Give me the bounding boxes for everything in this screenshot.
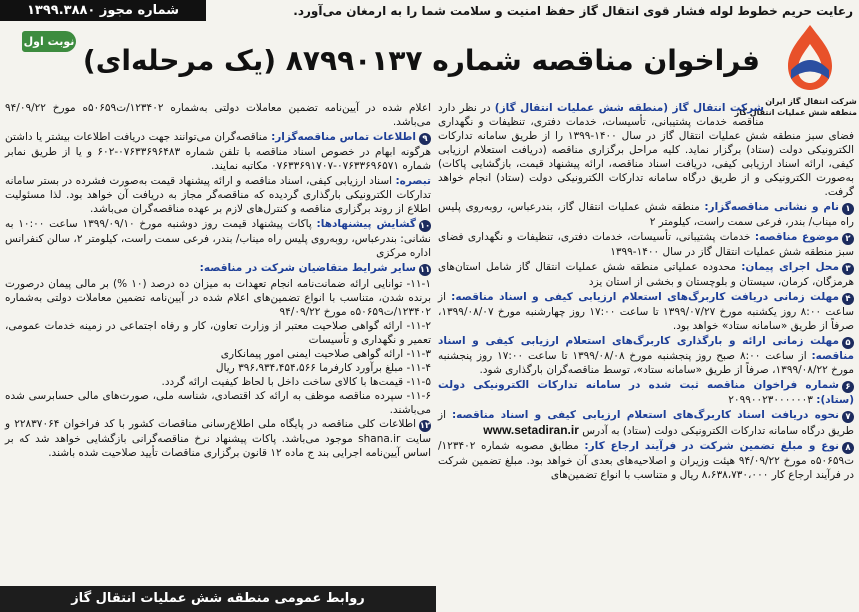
logo-spacer: [764, 101, 854, 129]
safety-slogan: رعایت حریم خطوط لوله فشار قوی انتقال گاز حفظ امنیت و سلامت شما را به ارمغان می‌آورد.: [293, 4, 853, 18]
item-4: [438, 290, 854, 333]
right-column: [438, 101, 854, 611]
condition-11-4: ۱۱-۴- مبلغ برآورد کارفرما ۳۹۶،۹۳۴،۴۵۴،۵۶۶ ریال: [215, 362, 431, 374]
item-8: [438, 439, 854, 482]
note-text: اسناد ارزیابی کیفی، اسناد مناقصه و ارائه پیشنهاد قیمت به‌صورت فشرده در بستر سامانه تدارکات الکترونیکی بارگذاری گردیده که مناقصه‌گر مجاز به دریافت آن خواهد بود. لذا مسئولیت اطلاع از روند برگزاری مناقصه و کنترل‌های لازم بر عهده مناقصه‌گران می‌باشد.: [5, 175, 431, 215]
item-number-badge: ۱: [842, 203, 854, 215]
item-text: مطابق مصوبه شماره ۱۲۳۴۰۲/ت۵۰۶۵۹ه مورخ ۹۴/۰۹/۲۲ هیئت وزیران و اصلاحیه‌های بعدی آن خواهد بود. مبلغ تضمین شرکت در فرآیند ارجاع کار ۸،۶۳۸،۷۳۰،۰۰۰ ریال و متناسب با انواع تضمین‌های: [438, 440, 854, 481]
item-number-badge: ۱۱: [419, 265, 431, 275]
item-2: [438, 230, 854, 259]
item-label: محل اجرای پیمان:: [741, 261, 840, 273]
item-text: خدمات پشتیبانی، تأسیسات، خدمات دفتری، تنظیفات و نگهداری فضای سبز منطقه شش عملیات انتقال گاز در سال ۱۴۰۰-۱۳۹۹: [438, 231, 854, 258]
intro-text: در نظر دارد مناقصه خدمات پشتیبانی، تأسیسات، خدمات دفتری، تنظیفات و نگهداری فضای سبز منطقه شش عملیات انتقال گاز در سال ۱۴۰۰-۱۳۹۹ را از طریق سامانه تدارکات الکترونیکی دولت (ستاد) برگزار نماید. کلیه مراحل برگزاری مناقصه (دریافت استعلام ارزیابی کیفی، ارائه اسناد ارزیابی کیفی، دریافت اسناد مناقصه، ارائه پیشنهاد قیمت، بازگشایی پاکات) به‌صورت الکترونیکی و از طریق درگاه سامانه تدارکات الکترونیکی دولت (ستاد) انجام خواهد گرفت.: [438, 102, 854, 198]
item-number-badge: ۷: [842, 411, 854, 423]
item-text: پاکات پیشنهاد قیمت روز دوشنبه مورخ ۱۳۹۹/۰۹/۱۰ ساعت ۱۰:۰۰ به نشانی: بندرعباس، روبه‌روی پلیس راه میناب/ بندر، فرعی سمت راست، کیلومتر ۲، سالن کنفرانس اداره مرکزی: [5, 218, 431, 259]
item-5: [438, 334, 854, 377]
item-label: مهلت زمانی دریافت کاربرگ‌های استعلام ارزیابی کیفی و اسناد مناقصه:: [451, 291, 839, 303]
item-text: اطلاعات کلی مناقصه در پایگاه ملی اطلاع‌رسانی مناقصات کشور با کد فراخوان ۲۲۸۳۷۰۶۴ و سایت shana.ir موجود می‌باشد. پاکات پیشنهاد نرخ مناقصه‌گرانی بازگشایی خواهد شد که بر اساس آیین‌نامه اجرایی بند ج ماده ۱۲ قانون برگزاری مناقصات تأیید صلاحیت شده باشند.: [5, 418, 431, 459]
item-label: گشایش پیشنهادها:: [316, 218, 417, 230]
item-number-badge: ۸: [842, 442, 854, 454]
item-label: موضوع مناقصه:: [754, 231, 839, 243]
item-number-badge: ۱۰: [419, 221, 431, 231]
condition-11-5: ۱۱-۵- قیمت‌ها با کالای ساخت داخل با لحاظ کیفیت ارائه گردد.: [161, 376, 431, 388]
note-label: تبصره:: [395, 175, 431, 187]
page-title: فراخوان مناقصه شماره ۸۷۹۹۰۱۳۷ (یک مرحله‌ای): [82, 44, 760, 77]
item-6: [438, 378, 854, 407]
item-12: [5, 417, 431, 460]
item-label: نوع و مبلغ تضمین شرکت در فرآیند ارجاع کار:: [584, 440, 840, 452]
company-logo-icon: [771, 22, 849, 94]
item-8-continuation: [5, 101, 431, 129]
condition-11-3: ۱۱-۳- ارائه گواهی صلاحیت ایمنی امور پیمانکاری: [220, 348, 431, 360]
item-number-badge: ۱۲: [419, 421, 431, 431]
condition-11-6: ۱۱-۶- سپرده مناقصه موظف به ارائه کد اقتصادی، شناسه ملی، صورت‌های مالی حسابرسی شده می‌باشند.: [5, 390, 431, 416]
item-text: منطقه شش عملیات انتقال گاز، بندرعباس، روبه‌روی پلیس راه میناب/ بندر، فرعی سمت راست، کیلومتر ۲: [438, 201, 854, 228]
condition-11-2: ۱۱-۲- ارائه گواهی صلاحیت معتبر از وزارت تعاون، کار و رفاه اجتماعی در زمینه خدمات عمومی، تعمیر و نگهداری و تأسیسات: [5, 320, 431, 346]
item-number-badge: ۲: [842, 233, 854, 245]
region-name: منطقه شش عملیات انتقال گاز: [734, 108, 857, 117]
item-number-badge: ۹: [419, 133, 431, 145]
item-label: نام و نشانی مناقصه‌گزار:: [704, 201, 839, 213]
item-7: [438, 408, 854, 438]
item-label: شماره فراخوان مناقصه ثبت شده در سامانه تدارکات الکترونیکی دولت (ستاد):: [438, 379, 854, 406]
item-label: اطلاعات تماس مناقصه‌گزار:: [271, 131, 416, 143]
item-number-badge: ۴: [842, 293, 854, 305]
intro-lead: شرکت انتقال گاز (منطقه شش عملیات انتقال گاز): [494, 102, 764, 114]
item-label: مهلت زمانی ارائه و بارگذاری کاربرگ‌های استعلام ارزیابی کیفی و اسناد مناقصه:: [438, 335, 854, 362]
tender-registration-number: ۲۰۹۹۰۰۲۳۰۰۰۰۰۰۳: [728, 394, 817, 406]
permit-number: شماره مجوز ۱۳۹۹.۳۸۸۰: [0, 0, 206, 21]
item-11: [5, 261, 431, 276]
first-turn-badge: نوبت اول: [22, 31, 76, 52]
item-text: از طریق درگاه سامانه تدارکات الکترونیکی دولت (ستاد) به آدرس: [438, 409, 854, 437]
setad-website-link[interactable]: www.setadiran.ir: [483, 423, 579, 437]
item-10: [5, 217, 431, 260]
item-label: نحوه دریافت اسناد کاربرگ‌های استعلام ارزیابی کیفی و اسناد مناقصه:: [451, 409, 840, 421]
item-1: [438, 200, 854, 229]
company-name: شرکت انتقال گاز ایران: [765, 97, 857, 106]
left-column: [5, 101, 431, 583]
item-number-badge: ۳: [842, 263, 854, 275]
item-text: اعلام شده در آیین‌نامه تضمین معاملات دولتی به‌شماره ۱۲۳۴۰۲/ت۵۰۶۵۹ه مورخ ۹۴/۰۹/۲۲ می‌باشد.: [5, 102, 432, 128]
item-text: محدوده عملیاتی منطقه شش عملیات انتقال گاز شامل استان‌های هرمزگان، کرمان، سیستان و بلوچستان و بخشی از استان یزد: [438, 261, 854, 288]
item-number-badge: ۶: [842, 381, 854, 393]
item-3: [438, 260, 854, 289]
note-paragraph: [5, 174, 431, 216]
condition-11-1: ۱۱-۱- توانایی ارائه ضمانت‌نامه انجام تعهدات به میزان ده درصد (۱۰ %) بر مالی پیمان درصورت برنده شدن، متناسب با انواع تضمین‌های اعلام شده در آیین‌نامه تضمین معاملات دولتی به‌شماره ۱۲۳۴۰۲/ت۵۰۶۵۹ه مورخ ۹۴/۰۹/۲۲: [5, 278, 431, 318]
item-9: [5, 130, 431, 173]
item-label: سایر شرایط متقاضیان شرکت در مناقصه:: [199, 262, 416, 274]
item-number-badge: ۵: [842, 337, 854, 349]
item-text: مناقصه‌گران می‌توانند جهت دریافت اطلاعات بیشتر یا داشتن هرگونه ابهام در خصوص اسناد مناقصه با تلفن شماره ۰۷۶۳۳۶۹۶۴۸۳-۶۰۲ و یا از طریق نمابر شماره ۰۷۶۳۳۶۹۶۵۷۱-۰۷۶۳۳۶۹۱۷۰۷ مکاتبه نمایند.: [5, 131, 431, 172]
public-relations-footer: روابط عمومی منطقه شش عملیات انتقال گاز: [0, 586, 436, 612]
item-text: از ساعت ۸:۰۰ صبح روز پنجشنبه مورخ ۱۳۹۹/۰۸/۰۸ تا ساعت ۱۷:۰۰ روز پنجشنبه مورخ ۱۳۹۹/۰۸/۲۲، صرفاً از طریق «سامانه ستاد»، توسط مناقصه‌گران بارگذاری شود.: [438, 350, 854, 376]
item-text: از ساعت ۸:۰۰ روز یکشنبه مورخ ۱۳۹۹/۰۷/۲۷ تا ساعت ۱۷:۰۰ روز چهارشنبه مورخ ۱۳۹۹/۰۸/۰۷، صرفاً از طریق «سامانه ستاد» خواهد بود.: [438, 291, 855, 332]
